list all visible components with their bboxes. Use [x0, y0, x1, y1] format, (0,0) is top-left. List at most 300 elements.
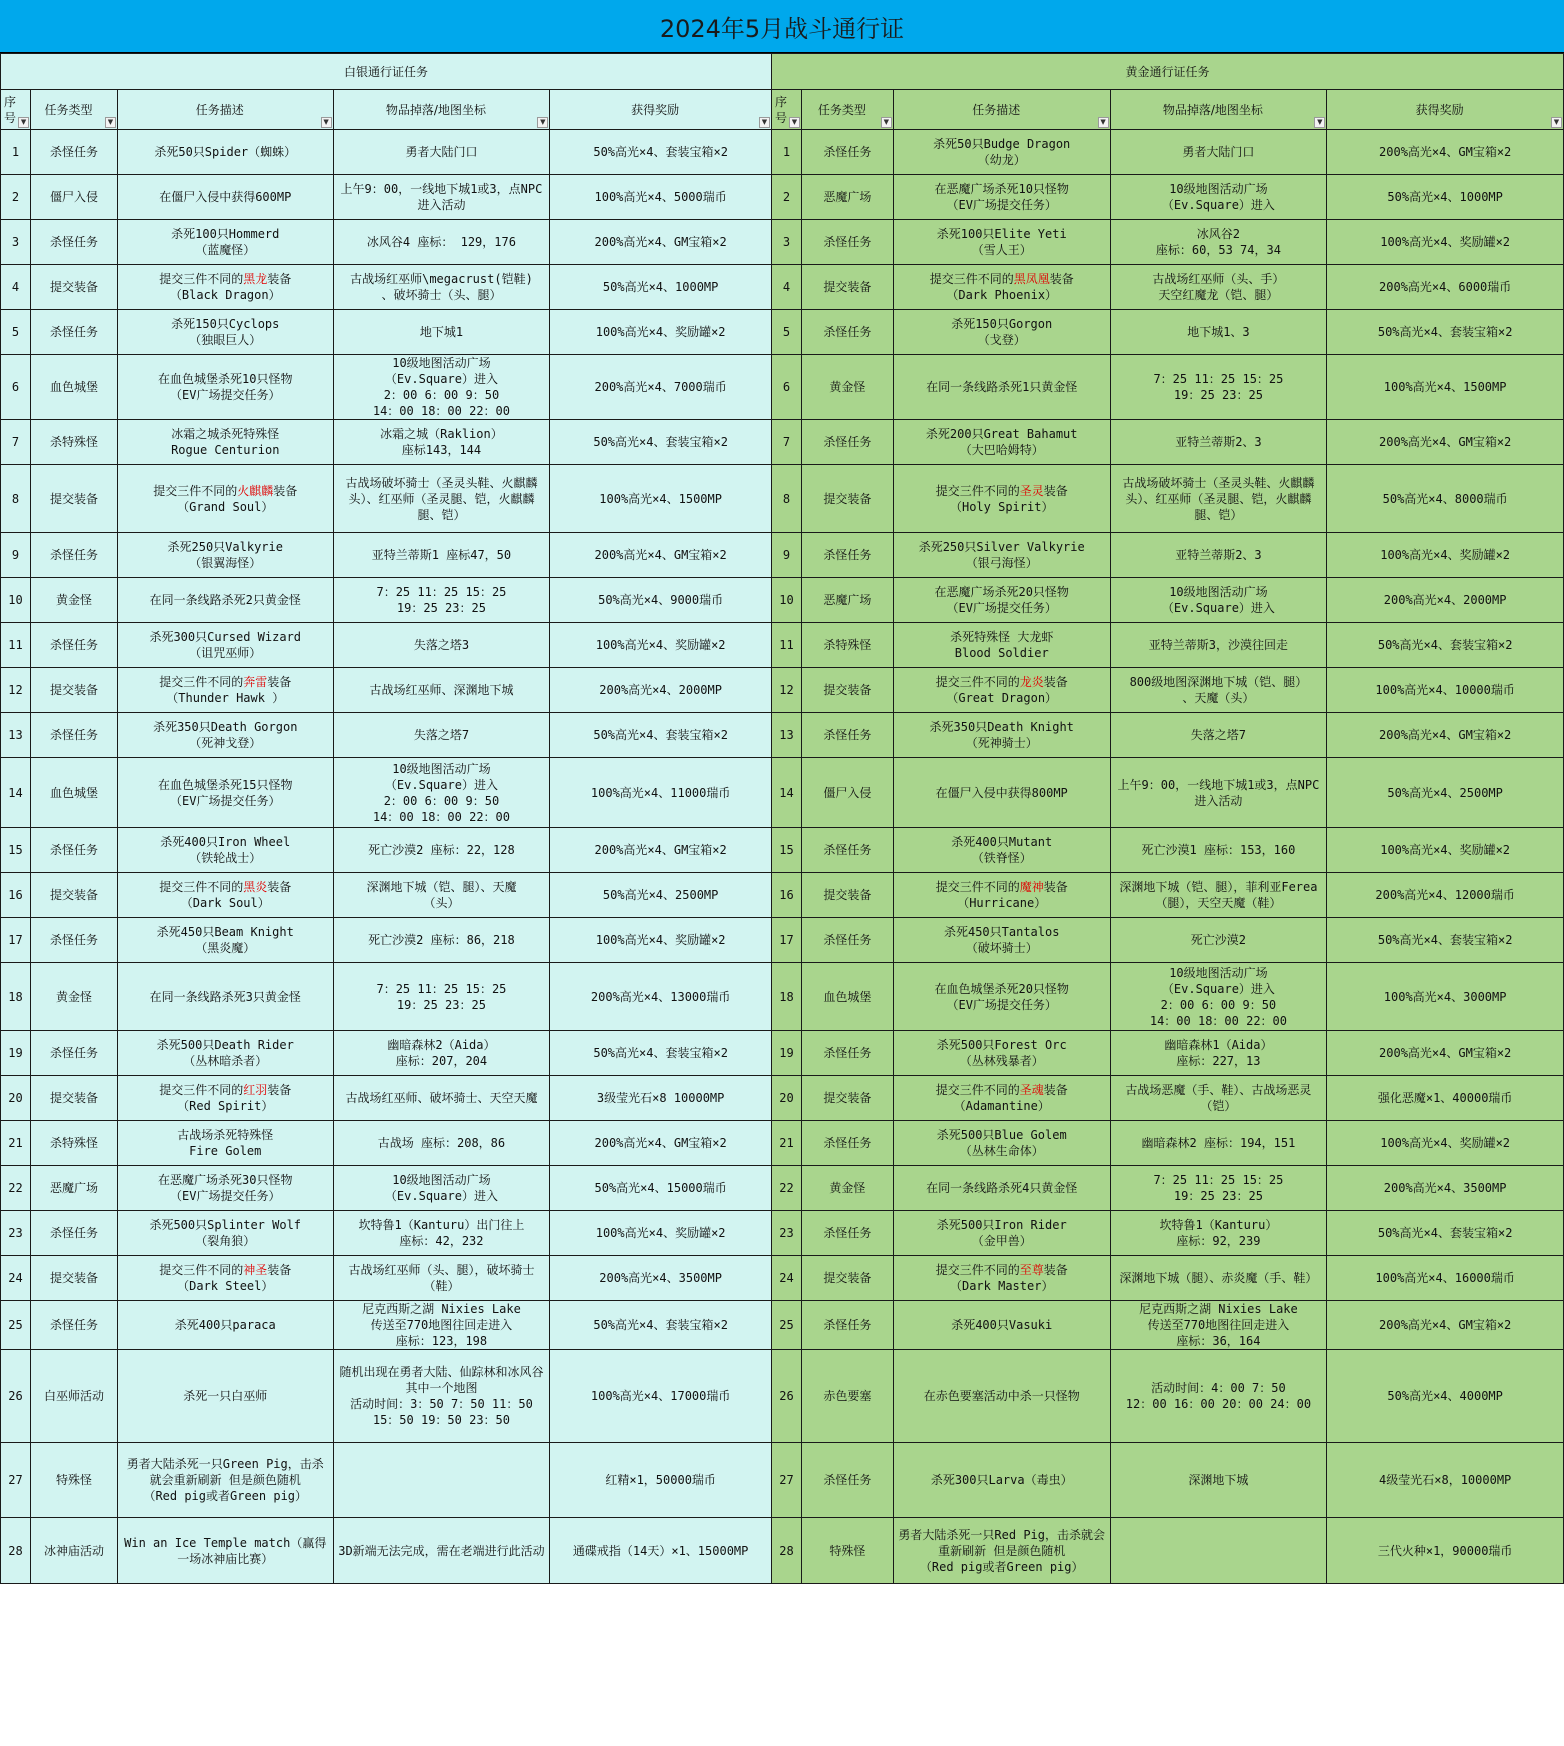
task-reward-text: 50%高光×4、套装宝箱×2: [1377, 1226, 1513, 1240]
silver-task-description: [117, 1166, 333, 1211]
task-number-text: 8: [11, 491, 20, 506]
task-reward-text: 100%高光×4、3000MP: [1383, 989, 1507, 1004]
silver-task-type: [31, 355, 118, 420]
gold-task-reward: [1327, 420, 1564, 465]
gold-task-type: [801, 1121, 893, 1166]
gold-drop-location: [1110, 918, 1327, 963]
silver-task-description: [117, 265, 333, 310]
task-type-text: 提交装备: [823, 888, 872, 902]
task-type-text: 冰神庙活动: [43, 1543, 104, 1558]
description-prefix: 提交三件不同的: [935, 1083, 1020, 1097]
column-header-label: 任务类型: [44, 102, 93, 117]
silver-task-description: [117, 1256, 333, 1301]
task-description-text: 杀死一只白巫师: [183, 1389, 268, 1403]
silver-drop-location: [333, 918, 550, 963]
silver-task-description: [117, 420, 333, 465]
gold-task-description: [893, 1076, 1110, 1121]
table-row: [1, 1076, 1564, 1121]
drop-location-text: 10级地图活动广场 （Ev.Square）进入 2：00 6：00 9：50 14：00 18：00 22：00: [1149, 965, 1287, 1028]
task-description-text: 杀死350只Death Knight （死神骑士）: [929, 720, 1074, 750]
task-number-text: 28: [779, 1543, 794, 1558]
task-type-text: 血色城堡: [49, 785, 98, 800]
task-type-text: 提交装备: [823, 491, 872, 506]
silver-task-reward: [550, 130, 772, 175]
gold-task-description: [893, 1031, 1110, 1076]
task-description-text: 杀死300只Larva（毒虫）: [930, 1473, 1073, 1487]
silver-task-number: [1, 623, 31, 668]
filter-dropdown-icon[interactable]: ▼: [321, 117, 332, 128]
task-number-text: 27: [8, 1473, 23, 1487]
silver-task-reward: [550, 465, 772, 533]
task-reward-text: 50%高光×4、4000MP: [1387, 1389, 1503, 1403]
task-type-text: 提交装备: [49, 1271, 98, 1285]
silver-task-description: [117, 963, 333, 1031]
drop-location-text: 勇者大陆门口: [1182, 145, 1255, 159]
silver-task-type: [31, 1121, 118, 1166]
gold-task-description: [893, 175, 1110, 220]
description-prefix: 提交三件不同的: [159, 1083, 244, 1097]
silver-drop-location: [333, 578, 550, 623]
task-reward-text: 200%高光×4、2000MP: [599, 683, 722, 697]
gold-drop-location: [1110, 623, 1327, 668]
gold-task-description: [893, 265, 1110, 310]
gold-task-reward: [1327, 828, 1564, 873]
gold-task-type: [801, 265, 893, 310]
description-suffix: 装备 （Dark Phoenix）: [946, 272, 1074, 302]
task-type-text: 黄金怪: [55, 593, 92, 607]
task-description-text: 在赤色要塞活动中杀一只怪物: [923, 1389, 1080, 1403]
gold-task-type: [801, 420, 893, 465]
description-prefix: 提交三件不同的: [159, 1263, 244, 1277]
task-type-text: 恶魔广场: [823, 593, 872, 607]
silver-task-number: [1, 175, 31, 220]
drop-location-text: 亚特兰蒂斯2、3: [1175, 548, 1262, 562]
silver-task-number: [1, 1443, 31, 1518]
task-type-text: 恶魔广场: [823, 190, 872, 204]
drop-location-text: 7：25 11：25 15：25 19：25 23：25: [1153, 1173, 1284, 1203]
silver-task-reward: [550, 713, 772, 758]
gold-task-reward: [1327, 465, 1564, 533]
task-reward-text: 100%高光×4、奖励罐×2: [1380, 1136, 1511, 1150]
silver-task-type: [31, 1443, 118, 1518]
gold-task-number: [771, 1443, 801, 1518]
task-reward-text: 50%高光×4、套装宝箱×2: [593, 1318, 728, 1332]
drop-location-text: 地下城1、3: [1187, 325, 1250, 339]
task-description-text: 在恶魔广场杀死20只怪物 （EV广场提交任务）: [934, 585, 1069, 615]
table-row: [1, 1350, 1564, 1443]
silver-task-number: [1, 533, 31, 578]
task-reward-text: 100%高光×4、1500MP: [599, 491, 722, 506]
silver-task-description: [117, 668, 333, 713]
set-name-highlight: 圣魂: [1019, 1083, 1044, 1097]
task-number-text: 21: [8, 1136, 23, 1150]
drop-location-text: 古战场红巫师（头、腿），破坏骑士（鞋）: [348, 1263, 535, 1293]
column-header-row: [1, 90, 1564, 130]
task-number-text: 19: [779, 1046, 794, 1060]
drop-location-text: 古战场红巫师、破坏骑士、天空天魔: [345, 1091, 538, 1105]
gold-task-reward: [1327, 1350, 1564, 1443]
drop-location-text: 7：25 11：25 15：25 19：25 23：25: [376, 981, 507, 1012]
silver-task-description: [117, 918, 333, 963]
drop-location-text: 7：25 11：25 15：25 19：25 23：25: [376, 585, 507, 615]
task-type-text: 杀怪任务: [49, 933, 98, 947]
silver-task-number: [1, 310, 31, 355]
gold-drop-location: [1110, 578, 1327, 623]
task-type-text: 提交装备: [823, 683, 872, 697]
silver-task-number: [1, 1076, 31, 1121]
task-description-text: 在血色城堡杀死20只怪物 （EV广场提交任务）: [934, 981, 1069, 1012]
task-description-text: Win an Ice Temple match（赢得一场冰神庙比赛）: [124, 1535, 327, 1566]
silver-task-reward: [550, 175, 772, 220]
task-type-text: 僵尸入侵: [823, 785, 872, 800]
silver-drop-location: [333, 828, 550, 873]
gold-drop-location: [1110, 533, 1327, 578]
silver-drop-location: [333, 668, 550, 713]
filter-dropdown-icon[interactable]: ▼: [18, 117, 29, 128]
silver-task-reward: [550, 828, 772, 873]
silver-task-number: [1, 578, 31, 623]
task-reward-text: 100%高光×4、奖励罐×2: [595, 933, 726, 947]
drop-location-text: 尼克西斯之湖 Nixies Lake 传送至770地图往回走进入 座标：36，164: [1139, 1302, 1298, 1348]
task-number-text: 16: [779, 888, 794, 902]
gold-task-description: [893, 828, 1110, 873]
filter-dropdown-icon[interactable]: ▼: [105, 117, 116, 128]
gold-task-type: [801, 1256, 893, 1301]
task-description-text: 在同一条线路杀死1只黄金怪: [926, 380, 1078, 394]
task-type-text: 杀特殊怪: [49, 435, 98, 449]
silver-drop-location: [333, 220, 550, 265]
column-header-label: 序号: [4, 94, 17, 125]
table-row: [1, 963, 1564, 1031]
gold-drop-location: [1110, 1031, 1327, 1076]
gold-task-description: [893, 1518, 1110, 1584]
silver-task-description: [117, 873, 333, 918]
silver-task-type: [31, 1211, 118, 1256]
silver-task-reward: [550, 873, 772, 918]
task-reward-text: 100%高光×4、5000瑞币: [594, 190, 727, 204]
table-row: [1, 1518, 1564, 1584]
silver-task-number: [1, 1256, 31, 1301]
description-suffix: 装备 （Black Dragon）: [169, 272, 292, 302]
task-reward-text: 50%高光×4、套装宝箱×2: [593, 728, 728, 742]
task-reward-text: 50%高光×4、套装宝箱×2: [1377, 933, 1513, 947]
gold-task-reward: [1327, 1211, 1564, 1256]
gold-task-type: [801, 918, 893, 963]
silver-drop-location: [333, 130, 550, 175]
description-suffix: 装备 （Dark Master）: [949, 1263, 1068, 1293]
task-type-text: 提交装备: [49, 683, 98, 697]
gold-task-reward: [1327, 1121, 1564, 1166]
task-number-text: 5: [11, 325, 20, 339]
silver-task-number: [1, 668, 31, 713]
gold-drop-location: [1110, 220, 1327, 265]
table-row: [1, 758, 1564, 828]
table-row: [1, 130, 1564, 175]
gold-task-reward: [1327, 578, 1564, 623]
task-number-text: 2: [11, 190, 20, 204]
task-number-text: 9: [11, 548, 20, 562]
task-number-text: 6: [11, 380, 20, 394]
task-description-text: 杀死50只Budge Dragon （幼龙）: [933, 137, 1071, 167]
drop-location-text: 幽暗森林2（Aida） 座标：207，204: [387, 1038, 496, 1068]
task-number-text: 6: [782, 380, 791, 394]
silver-task-reward: [550, 1256, 772, 1301]
silver-task-number: [1, 828, 31, 873]
filter-dropdown-icon[interactable]: ▼: [1314, 117, 1325, 128]
task-type-text: 杀怪任务: [823, 145, 872, 159]
filter-dropdown-icon[interactable]: ▼: [789, 117, 800, 128]
silver-task-description: [117, 758, 333, 828]
task-description-text: 杀死150只Cyclops （独眼巨人）: [171, 317, 280, 347]
table-row: [1, 713, 1564, 758]
gold-task-type: [801, 758, 893, 828]
silver-drop-location: [333, 265, 550, 310]
task-reward-text: 50%高光×4、套装宝箱×2: [593, 1046, 728, 1060]
gold-task-type: [801, 1166, 893, 1211]
silver-drop-location: [333, 713, 550, 758]
gold-task-description: [893, 533, 1110, 578]
drop-location-text: 古战场 座标：208，86: [377, 1136, 506, 1150]
set-name-highlight: 神圣: [243, 1263, 268, 1277]
task-description-text: 杀死400只paraca: [174, 1318, 276, 1332]
task-description-text: 杀死400只Mutant （铁脊怪）: [951, 835, 1053, 865]
task-type-text: 提交装备: [823, 1091, 872, 1105]
silver-task-description: [117, 355, 333, 420]
silver-column-header: [550, 90, 772, 130]
gold-task-number: [771, 1256, 801, 1301]
drop-location-text: 幽暗森林2 座标：194，151: [1141, 1136, 1296, 1150]
silver-task-description: [117, 828, 333, 873]
silver-task-reward: [550, 758, 772, 828]
task-number-text: 14: [779, 785, 794, 800]
drop-location-text: 3D新端无法完成，需在老端进行此活动: [338, 1543, 545, 1558]
drop-location-text: 失落之塔7: [413, 728, 470, 742]
gold-drop-location: [1110, 1301, 1327, 1350]
drop-location-text: 10级地图活动广场 （Ev.Square）进入: [1161, 585, 1275, 615]
gold-task-description: [893, 963, 1110, 1031]
silver-task-number: [1, 1121, 31, 1166]
drop-location-text: 深渊地下城（铠、腿）、天魔 （头）: [366, 880, 517, 910]
task-type-text: 杀怪任务: [823, 1473, 872, 1487]
task-type-text: 血色城堡: [49, 380, 98, 394]
task-reward-text: 200%高光×4、GM宝箱×2: [594, 548, 727, 562]
task-number-text: 15: [779, 843, 794, 857]
silver-task-description: [117, 220, 333, 265]
task-reward-text: 100%高光×4、10000瑞币: [1375, 683, 1515, 697]
gold-task-description: [893, 420, 1110, 465]
set-name-highlight: 黑炎: [243, 880, 268, 894]
gold-drop-location: [1110, 465, 1327, 533]
silver-task-reward: [550, 1031, 772, 1076]
set-name-highlight: 圣灵: [1019, 483, 1044, 498]
gold-task-number: [771, 1350, 801, 1443]
silver-task-number: [1, 220, 31, 265]
gold-task-type: [801, 175, 893, 220]
silver-task-reward: [550, 1211, 772, 1256]
task-reward-text: 通碟戒指（14天）×1、15000MP: [572, 1543, 749, 1558]
task-description-text: 杀死200只Great Bahamut （大巴哈姆特）: [925, 427, 1078, 457]
silver-drop-location: [333, 1301, 550, 1350]
silver-drop-location: [333, 758, 550, 828]
task-type-text: 黄金怪: [829, 1181, 866, 1195]
silver-drop-location: [333, 1031, 550, 1076]
silver-task-type: [31, 578, 118, 623]
gold-column-header: [1110, 90, 1327, 130]
table-row: [1, 668, 1564, 713]
drop-location-text: 随机出现在勇者大陆、仙踪林和冰风谷其中一个地图 活动时间：3：50 7：50 11：50 15：50 19：50 23：50: [339, 1365, 544, 1427]
task-description-text: 勇者大陆杀死一只Green Pig，击杀就会重新刷新 但是颜色随机 （Red pig或者Green pig）: [126, 1457, 324, 1503]
gold-section-header: 黄金通行证任务: [771, 54, 1563, 90]
silver-drop-location: [333, 1076, 550, 1121]
description-prefix: 提交三件不同的: [929, 272, 1014, 286]
task-type-text: 特殊怪: [829, 1543, 866, 1558]
table-row: [1, 1256, 1564, 1301]
task-reward-text: 200%高光×4、6000瑞币: [1379, 280, 1512, 294]
table-row: [1, 1443, 1564, 1518]
silver-task-type: [31, 420, 118, 465]
gold-task-type: [801, 668, 893, 713]
task-reward-text: 200%高光×4、GM宝箱×2: [594, 235, 727, 249]
gold-task-description: [893, 1350, 1110, 1443]
drop-location-text: 死亡沙漠2 座标：86，218: [368, 933, 515, 947]
task-reward-text: 100%高光×4、奖励罐×2: [595, 325, 726, 339]
description-prefix: 提交三件不同的: [935, 675, 1020, 689]
drop-location-text: 亚特兰蒂斯2、3: [1175, 435, 1262, 449]
gold-drop-location: [1110, 873, 1327, 918]
silver-task-reward: [550, 220, 772, 265]
gold-drop-location: [1110, 963, 1327, 1031]
silver-task-reward: [550, 1350, 772, 1443]
task-type-text: 杀怪任务: [823, 1046, 872, 1060]
task-reward-text: 200%高光×4、13000瑞币: [590, 989, 731, 1004]
description-suffix: 装备 （Hurricane）: [957, 880, 1068, 910]
gold-task-reward: [1327, 1443, 1564, 1518]
gold-task-description: [893, 578, 1110, 623]
task-description-text: 杀死250只Silver Valkyrie （银弓海怪）: [918, 540, 1085, 570]
set-name-highlight: 奔雷: [243, 675, 268, 689]
gold-task-number: [771, 873, 801, 918]
gold-task-reward: [1327, 1031, 1564, 1076]
task-type-text: 杀怪任务: [49, 843, 98, 857]
task-description-text: 杀死100只Hommerd （蓝魔怪）: [171, 227, 280, 257]
task-number-text: 5: [782, 325, 791, 339]
table-row: [1, 578, 1564, 623]
drop-location-text: 10级地图活动广场 （Ev.Square）进入 2：00 6：00 9：50 14：00 18：00 22：00: [372, 356, 511, 418]
task-number-text: 7: [11, 435, 20, 449]
task-description-text: 杀死特殊怪 大龙虾 Blood Soldier: [950, 630, 1054, 660]
table-row: [1, 465, 1564, 533]
drop-location-text: 古战场破坏骑士（圣灵头鞋、火麒麟头）、红巫师（圣灵腿、铠，火麒麟腿、铠）: [345, 475, 538, 522]
gold-task-reward: [1327, 873, 1564, 918]
task-reward-text: 100%高光×4、奖励罐×2: [1380, 548, 1511, 562]
task-number-text: 28: [8, 1543, 23, 1558]
filter-dropdown-icon[interactable]: ▼: [1098, 117, 1109, 128]
table-row: [1, 220, 1564, 265]
filter-dropdown-icon[interactable]: ▼: [537, 117, 548, 128]
task-type-text: 杀怪任务: [823, 548, 872, 562]
task-reward-text: 200%高光×4、GM宝箱×2: [1379, 1318, 1512, 1332]
description-prefix: 提交三件不同的: [935, 880, 1020, 894]
task-description-text: 在同一条线路杀死3只黄金怪: [149, 989, 301, 1004]
description-suffix: 装备 （Dark Steel）: [177, 1263, 292, 1293]
silver-task-description: [117, 578, 333, 623]
set-name-highlight: 龙炎: [1019, 675, 1044, 689]
silver-task-description: [117, 1518, 333, 1584]
column-header-label: 序号: [774, 94, 787, 125]
drop-location-text: 7：25 11：25 15：25 19：25 23：25: [1153, 372, 1284, 402]
gold-task-number: [771, 1166, 801, 1211]
silver-drop-location: [333, 963, 550, 1031]
column-header-label: 任务描述: [972, 102, 1021, 117]
task-type-text: 杀怪任务: [49, 1046, 98, 1060]
task-number-text: 23: [8, 1226, 23, 1240]
task-description-text: 冰霜之城杀死特殊怪 Rogue Centurion: [171, 427, 280, 457]
gold-task-description: [893, 465, 1110, 533]
task-type-text: 杀怪任务: [49, 728, 98, 742]
gold-column-header: [1327, 90, 1564, 130]
silver-task-type: [31, 310, 118, 355]
drop-location-text: 冰霜之城（Raklion） 座标143，144: [380, 427, 503, 457]
gold-task-description: [893, 918, 1110, 963]
task-type-text: 杀怪任务: [823, 1318, 872, 1332]
gold-task-type: [801, 1076, 893, 1121]
gold-drop-location: [1110, 1166, 1327, 1211]
task-description-text: 杀死500只Iron Rider （金甲兽）: [936, 1218, 1067, 1248]
task-reward-text: 200%高光×4、3500MP: [599, 1271, 722, 1285]
drop-location-text: 10级地图活动广场 （Ev.Square）进入: [1161, 182, 1275, 212]
drop-location-text: 勇者大陆门口: [405, 145, 478, 159]
task-reward-text: 50%高光×4、2500MP: [602, 888, 719, 902]
task-description-text: 杀死500只Death Rider （丛林暗杀者）: [156, 1038, 294, 1068]
gold-drop-location: [1110, 668, 1327, 713]
filter-dropdown-icon[interactable]: ▼: [881, 117, 892, 128]
gold-task-number: [771, 668, 801, 713]
task-number-text: 22: [8, 1181, 23, 1195]
gold-drop-location: [1110, 265, 1327, 310]
silver-task-type: [31, 220, 118, 265]
gold-task-number: [771, 918, 801, 963]
task-number-text: 23: [779, 1226, 794, 1240]
task-description-text: 杀死400只Iron Wheel （铁轮战士）: [160, 835, 291, 865]
task-reward-text: 200%高光×4、2000MP: [1383, 593, 1507, 607]
table-row: [1, 1211, 1564, 1256]
gold-column-header: [893, 90, 1110, 130]
silver-drop-location: [333, 1121, 550, 1166]
task-reward-text: 100%高光×4、奖励罐×2: [595, 638, 726, 652]
filter-dropdown-icon[interactable]: ▼: [759, 117, 770, 128]
task-description-text: 在恶魔广场杀死30只怪物 （EV广场提交任务）: [158, 1173, 293, 1203]
task-description-text: 杀死400只Vasuki: [951, 1318, 1053, 1332]
task-description-text: 在血色城堡杀死10只怪物 （EV广场提交任务）: [158, 372, 293, 402]
description-prefix: 提交三件不同的: [153, 483, 238, 498]
gold-task-type: [801, 873, 893, 918]
task-number-text: 25: [779, 1318, 794, 1332]
task-description-text: 杀死450只Tantalos （破坏骑士）: [943, 925, 1060, 955]
silver-drop-location: [333, 355, 550, 420]
filter-dropdown-icon[interactable]: ▼: [1551, 117, 1562, 128]
silver-task-description: [117, 713, 333, 758]
gold-task-number: [771, 1031, 801, 1076]
drop-location-text: 死亡沙漠2: [1190, 933, 1247, 947]
silver-task-reward: [550, 355, 772, 420]
task-number-text: 11: [779, 638, 794, 652]
silver-task-description: [117, 175, 333, 220]
silver-drop-location: [333, 1518, 550, 1584]
gold-task-number: [771, 1121, 801, 1166]
task-type-text: 特殊怪: [55, 1473, 92, 1487]
task-reward-text: 50%高光×4、9000瑞币: [598, 593, 724, 607]
task-description-text: 在僵尸入侵中获得800MP: [935, 785, 1068, 800]
